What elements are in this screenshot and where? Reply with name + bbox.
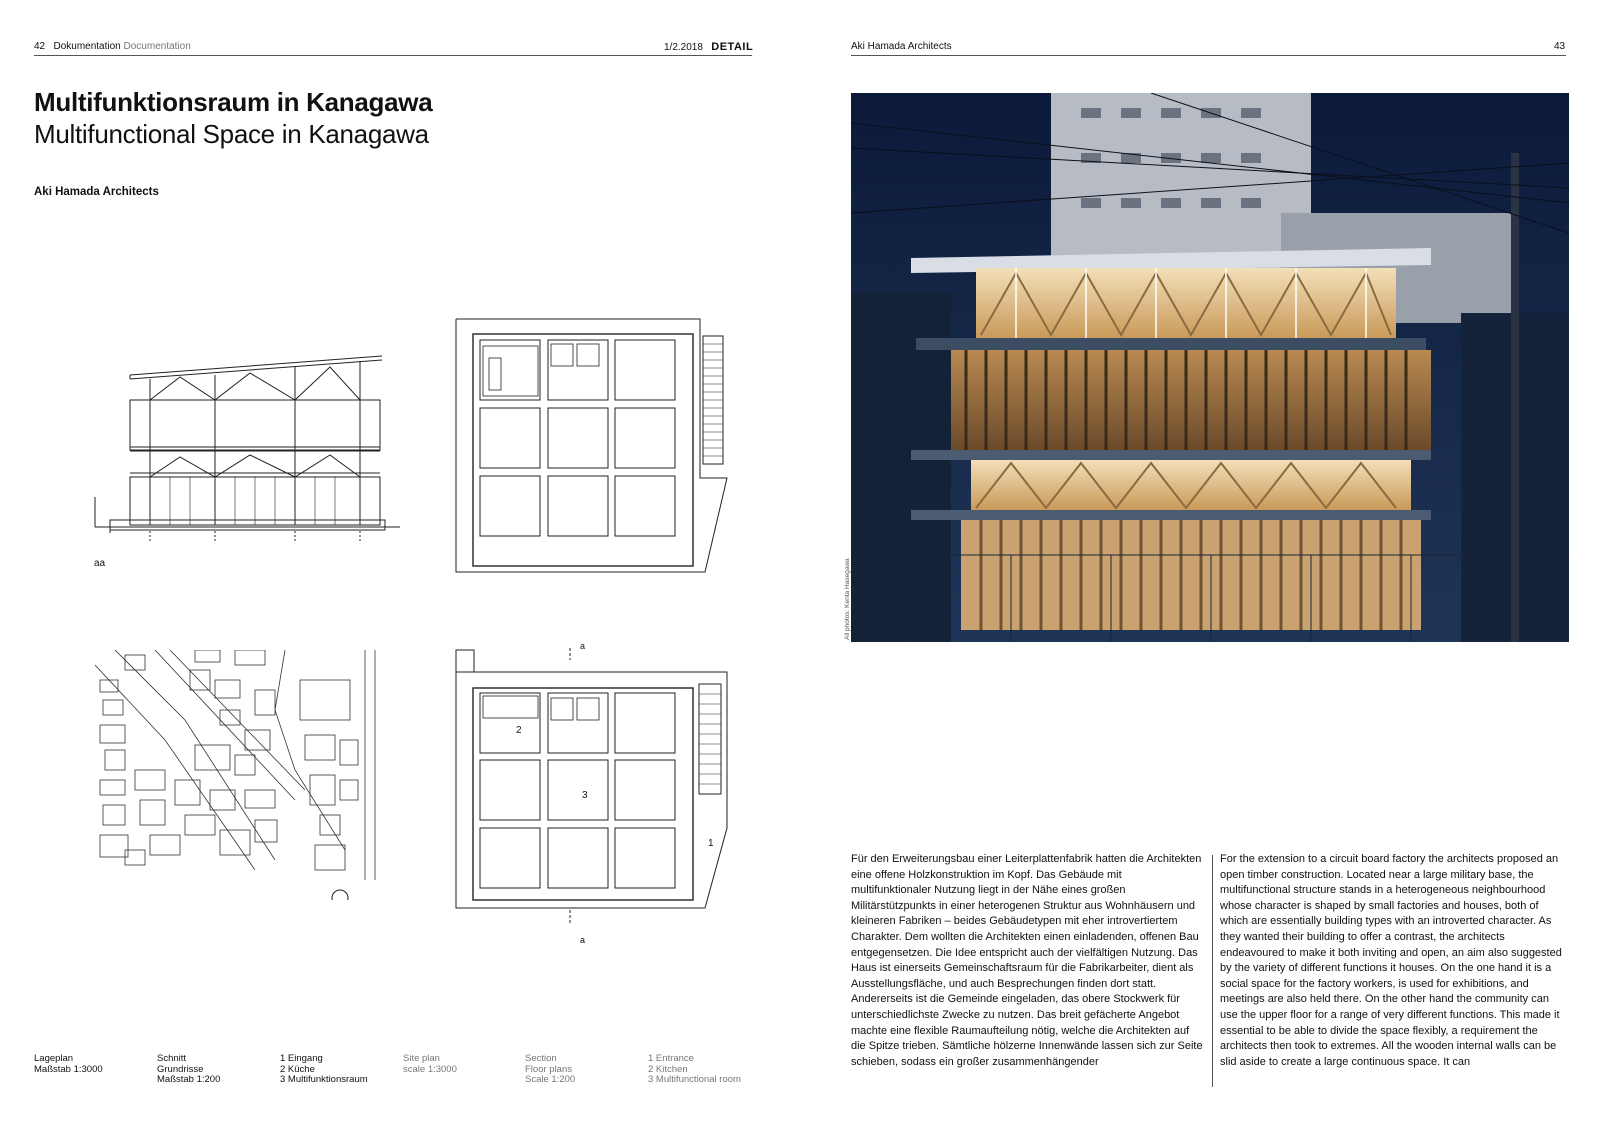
left-page-number: 42 <box>34 41 46 52</box>
issue-number: 1/2.2018 <box>664 42 703 53</box>
section-en: Documentation <box>123 41 191 52</box>
caption-line: Schnitt <box>157 1053 187 1064</box>
right-page-header-title: Aki Hamada Architects <box>851 41 952 52</box>
body-text-english <box>1220 852 1568 1070</box>
room-label-entrance: 1 <box>708 838 714 849</box>
caption-line: 3 Multifunktionsraum <box>280 1074 368 1085</box>
caption-line: 2 Kitchen <box>648 1063 688 1075</box>
caption-legend-de <box>280 1054 368 1086</box>
detail-logo: DETAIL <box>711 41 754 53</box>
body-text-german <box>851 852 1203 1070</box>
issue-header <box>664 41 753 54</box>
right-page-number: 43 <box>1554 41 1566 52</box>
caption-line: Scale 1:200 <box>525 1074 576 1085</box>
caption-line: Maßstab 1:3000 <box>34 1063 103 1075</box>
caption-line: Site plan <box>403 1053 440 1064</box>
section-label: aa <box>94 558 106 569</box>
left-page-header <box>34 41 191 53</box>
caption-site-en <box>403 1054 457 1075</box>
caption-line: Maßstab 1:200 <box>157 1074 221 1085</box>
photo-credit: All photos: Kenta Hasegawa <box>844 558 851 640</box>
room-label-multifunctional: 3 <box>582 790 588 801</box>
caption-line: 3 Multifunctional room <box>648 1074 741 1085</box>
section-drawing <box>90 355 420 585</box>
caption-section-en <box>525 1054 575 1086</box>
left-header-rule <box>34 55 752 56</box>
caption-site-de <box>34 1054 103 1075</box>
caption-line: Lageplan <box>34 1053 74 1064</box>
room-label-kitchen: 2 <box>516 725 522 736</box>
caption-line: Section <box>525 1053 557 1064</box>
caption-legend-en <box>648 1054 741 1086</box>
architect-name: Aki Hamada Architects <box>34 186 159 198</box>
caption-line: Grundrisse <box>157 1063 204 1075</box>
caption-line: Floor plans <box>525 1063 572 1075</box>
title-german: Multifunktionsraum in Kanagawa <box>34 87 433 117</box>
building-photo <box>851 93 1569 642</box>
paragraph-en: For the extension to a circuit board factory the architects proposed an open timber construction. Located near a large military base, the multifunctional structure stands in a heterogeneous neighbourhood whose character is shaped by small factories and houses, both of which are essentially building types with an introverted character. As they wanted their building to offer a contrast, the architects endeavoured to make it both inviting and open, an aim also suggested by the variety of different functions it houses. On the one hand it is a social space for the factory workers, is used for exhibitions, and meetings are also held there. On the other hand the community can use the upper floor for a range of very different functions. This made it essential to be able to divide the space flexibly, a requirement the architects then took to extremes. All the wooden internal walls can be slid aside to create a large continuous space. It can <box>1220 853 1562 1068</box>
ground-floor-plan <box>455 648 737 938</box>
right-header-rule <box>851 55 1566 56</box>
caption-line: scale 1:3000 <box>403 1063 457 1075</box>
caption-line: 1 Eingang <box>280 1053 323 1064</box>
title-english: Multifunctional Space in Kanagawa <box>34 119 429 149</box>
caption-section-de <box>157 1054 220 1086</box>
caption-line: 1 Entrance <box>648 1053 694 1064</box>
cut-marker-bottom: a <box>580 935 586 945</box>
site-plan <box>95 650 385 900</box>
paragraph-de: Für den Erweiterungsbau einer Leiterplattenfabrik hatten die Architekten eine offene Holzkonstruktion im Kopf. Das Gebäude mit multifunktionaler Nutzung liegt in der Nähe eines großen Militärstützpunkts in einer heterogenen Struktur aus Wohnhäusern und kleineren Fabriken – beides Gebäudetypen mit eher introvertiertem Charakter. Dem wollten die Architekten einen einladenden, offenen Bau entgegensetzen. Die Idee entspricht auch der vielfältigen Nutzung. Das Haus ist einerseits Gemeinschaftsraum für die Fabrikarbeiter, dient als Ausstellungsfläche, und auch Besprechungen finden dort statt. Andererseits ist die Gemeinde eingeladen, das obere Stockwerk für unterschiedlichste Zwecke zu nutzen. Das breit gefächerte Angebot machte eine flexible Raumaufteilung nötig, welche die Architekten auf die Spitze trieben. Sämtliche hölzerne Innenwände lassen sich zur Seite schieben, sodass ein großer zusammenhängender <box>851 853 1203 1068</box>
upper-floor-plan <box>455 318 737 578</box>
section-de: Dokumentation <box>53 41 121 52</box>
caption-line: 2 Küche <box>280 1063 315 1075</box>
cut-marker-top: a <box>580 641 586 651</box>
column-divider <box>1212 855 1213 1087</box>
